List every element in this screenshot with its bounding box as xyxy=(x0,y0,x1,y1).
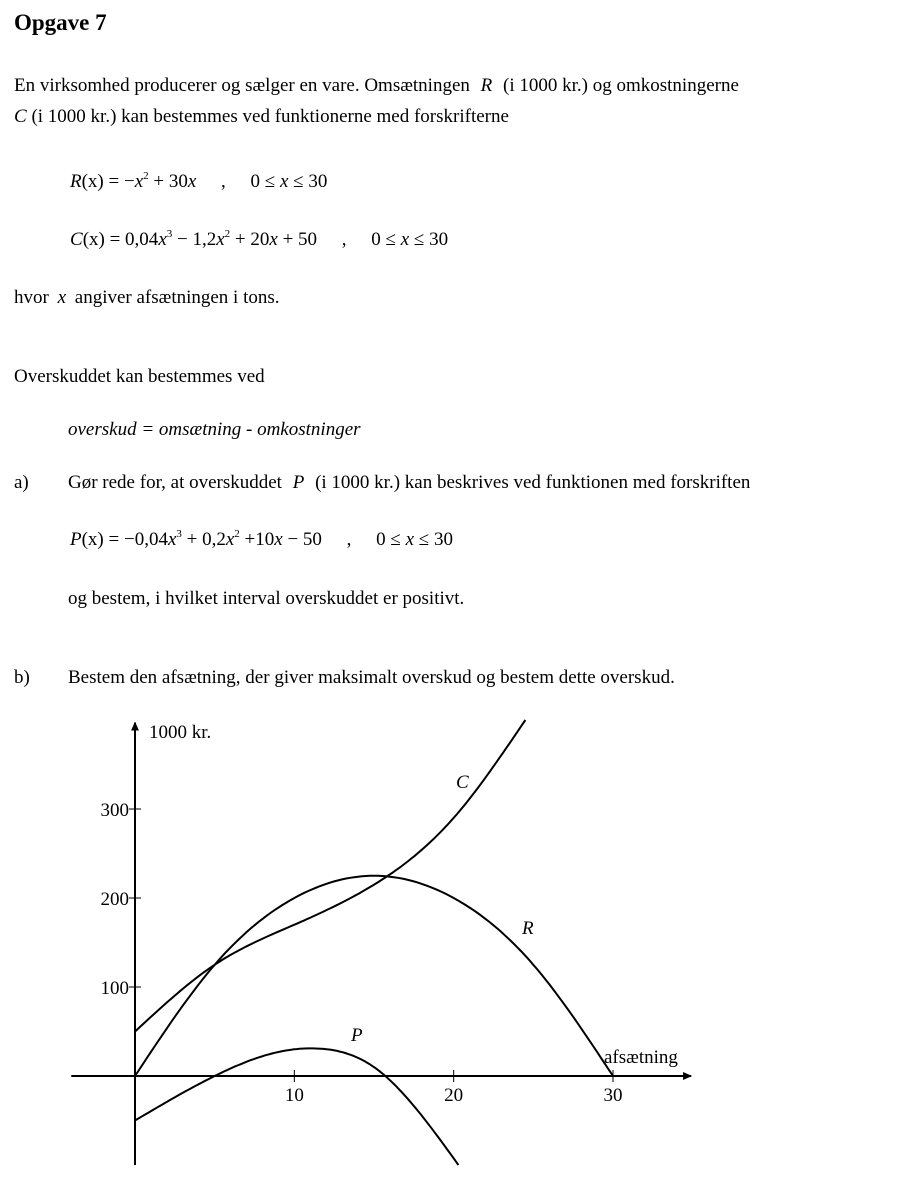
intro-var-r: R xyxy=(480,75,493,96)
intro-text-b: (i 1000 kr.) og omkostningerne xyxy=(503,75,739,96)
formula-r-var2: x xyxy=(187,171,197,192)
formula-r-fn: R xyxy=(70,171,82,192)
part-b-text: Bestem den afsætning, der giver maksimalt overskud og bestem dette overskud. xyxy=(68,667,675,688)
profit-intro: Overskuddet kan bestemmes ved xyxy=(14,366,265,387)
part-a-label: a) xyxy=(14,472,29,493)
part-a-text xyxy=(68,473,750,492)
y-axis-label: 1000 kr. xyxy=(149,722,212,743)
intro-text-a: En virksomhed producerer og sælger en vare. Omsætningen xyxy=(14,75,470,96)
formula-c xyxy=(70,230,448,249)
formula-p-exp1: 3 xyxy=(176,528,182,540)
formula-p-domain xyxy=(376,529,453,550)
formula-p-var2: x xyxy=(225,529,235,550)
intro-line-2 xyxy=(14,107,509,126)
profit-chart xyxy=(0,680,916,1180)
formula-c-fn: C xyxy=(70,229,83,250)
formula-c-term3: + 20 xyxy=(230,229,270,250)
formula-r-lhs: (x) = − xyxy=(81,171,135,192)
where-text-a: hvor xyxy=(14,287,49,308)
series-label-c: C xyxy=(456,772,469,793)
series-line-r xyxy=(135,876,613,1076)
intro-line-1 xyxy=(14,76,739,95)
formula-c-domain-var: x xyxy=(400,229,410,250)
part-b-label: b) xyxy=(14,667,30,688)
formula-r-term2: + 30 xyxy=(148,171,188,192)
formula-p-term3: +10 xyxy=(239,529,275,550)
profit-formula: overskud = omsætning - omkostninger xyxy=(68,419,361,440)
y-tick-label: 300 xyxy=(100,800,129,821)
where-text-b: angiver afsætningen i tons. xyxy=(74,287,280,308)
formula-r-exp1: 2 xyxy=(143,170,149,182)
formula-c-exp2: 2 xyxy=(224,228,231,240)
series-label-p: P xyxy=(351,1025,363,1046)
y-tick-label: 100 xyxy=(100,978,129,999)
where-var: x xyxy=(57,287,67,308)
formula-c-sep: , xyxy=(341,229,347,250)
formula-p-fn: P xyxy=(70,529,82,550)
formula-c-term4: + 50 xyxy=(277,229,318,250)
formula-c-lhs: (x) = 0,04 xyxy=(82,229,159,250)
part-a-text-b: (i 1000 kr.) kan beskrives ved funktionen med forskriften xyxy=(315,472,751,493)
chart-curves xyxy=(135,720,613,1165)
formula-c-exp1: 3 xyxy=(166,228,173,240)
formula-p-term4: − 50 xyxy=(282,529,322,550)
exercise-title: Opgave 7 xyxy=(14,10,107,35)
chart-axes xyxy=(71,723,691,1165)
formula-p-var3: x xyxy=(274,529,283,550)
x-tick-label: 30 xyxy=(603,1085,623,1106)
intro-var-c: C xyxy=(14,106,27,127)
formula-r xyxy=(70,172,327,191)
part-a-after: og bestem, i hvilket interval overskuddet er positivt. xyxy=(68,588,465,609)
series-line-p xyxy=(135,1048,458,1165)
formula-r-domain-var: x xyxy=(279,171,289,192)
formula-c-domain-b: ≤ 30 xyxy=(409,229,449,250)
x-tick-label: 10 xyxy=(284,1085,304,1106)
x-tick-label: 20 xyxy=(444,1085,464,1106)
formula-c-domain-a: 0 ≤ xyxy=(371,229,401,250)
formula-c-var1: x xyxy=(158,229,167,250)
formula-p-sep: , xyxy=(346,529,352,550)
formula-p-var1: x xyxy=(167,529,177,550)
intro-text-c: (i 1000 kr.) kan bestemmes ved funktionerne med forskrifterne xyxy=(31,106,509,127)
formula-c-domain xyxy=(371,229,448,250)
formula-c-term2: − 1,2 xyxy=(172,229,217,250)
formula-p xyxy=(70,530,453,549)
formula-r-sep: , xyxy=(221,171,226,192)
where-line xyxy=(14,288,280,307)
formula-p-exp2: 2 xyxy=(234,528,240,540)
chart-labels xyxy=(149,722,678,1068)
formula-p-lhs: (x) = −0,04 xyxy=(81,529,168,550)
formula-p-domain-b: ≤ 30 xyxy=(414,529,453,550)
formula-r-domain xyxy=(251,171,328,192)
series-label-r: R xyxy=(522,918,534,939)
formula-c-var2: x xyxy=(216,229,225,250)
formula-r-var1: x xyxy=(134,171,144,192)
formula-r-domain-b: ≤ 30 xyxy=(288,171,328,192)
x-axis-label: afsætning xyxy=(604,1047,678,1068)
formula-p-term2: + 0,2 xyxy=(181,529,226,550)
formula-p-domain-var: x xyxy=(405,529,415,550)
formula-r-domain-a: 0 ≤ xyxy=(250,171,280,192)
series-line-c xyxy=(135,720,525,1032)
part-a-var: P xyxy=(292,472,305,493)
formula-p-domain-a: 0 ≤ xyxy=(376,529,406,550)
part-a-text-a: Gør rede for, at overskuddet xyxy=(68,472,282,493)
formula-c-var3: x xyxy=(269,229,278,250)
y-tick-label: 200 xyxy=(100,889,129,910)
